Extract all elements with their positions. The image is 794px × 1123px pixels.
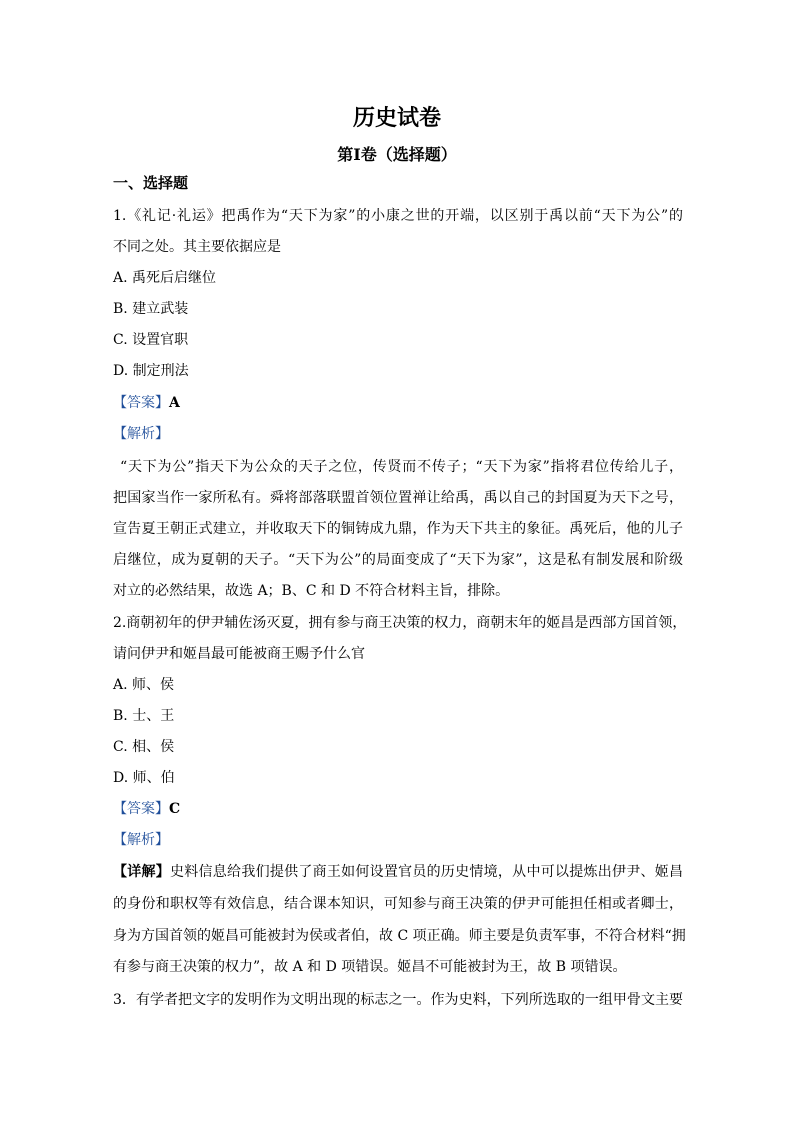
q2-analysis-line-1 bbox=[113, 861, 683, 883]
q1-option-a: A. 禹死后启继位 bbox=[113, 270, 217, 286]
q1-analysis-label: 【解析】 bbox=[113, 426, 169, 442]
q2-analysis-line-2: 的身份和职权等有效信息，结合课本知识，可知参与商王决策的伊尹可能担任相或者卿士， bbox=[113, 896, 683, 912]
q1-option-c: C. 设置官职 bbox=[113, 332, 189, 348]
q2-option-d: D. 师、伯 bbox=[113, 770, 175, 786]
q1-analysis-line-4: 启继位，成为夏朝的天子。“天下为公”的局面变成了“天下为家”，这是私有制发展和阶级 bbox=[113, 552, 683, 568]
q2-option-b: B. 士、王 bbox=[113, 708, 175, 724]
q2-stem-line-1: 2.商朝初年的伊尹辅佐汤灭夏，拥有参与商王决策的权力，商朝末年的姬昌是西部方国首领， bbox=[113, 615, 687, 631]
volume-subtitle: 第Ⅰ卷（选择题） bbox=[337, 145, 457, 164]
q1-answer bbox=[113, 392, 683, 414]
q1-answer-label: 【答案】 bbox=[113, 395, 169, 411]
q1-analysis-line-2: 把国家当作一家所私有。舜将部落联盟首领位置禅让给禹，禹以自己的封国夏为天下之号， bbox=[113, 490, 683, 506]
q2-answer bbox=[113, 798, 683, 820]
q1-answer-value: A bbox=[169, 395, 180, 411]
q2-stem-line-2: 请问伊尹和姬昌最可能被商王赐予什么官 bbox=[113, 646, 365, 662]
q2-analysis-line-3: 身为方国首领的姬昌可能被封为侯或者伯，故 C 项正确。师主要是负责军事，不符合材料“拥 bbox=[113, 928, 686, 944]
q2-detail-label: 【详解】 bbox=[113, 864, 171, 880]
q1-analysis-line-3: 宣告夏王朝正式建立，并收取天下的铜铸成九鼎，作为天下共主的象征。禹死后，他的儿子 bbox=[113, 521, 683, 537]
q1-stem-line-2: 不同之处。其主要依据应是 bbox=[113, 239, 281, 255]
q2-option-a: A. 师、侯 bbox=[113, 677, 175, 693]
q1-analysis-line-1: “天下为公”指天下为公众的天子之位，传贤而不传子；“天下为家”指将君位传给儿子， bbox=[120, 459, 683, 475]
q2-option-c: C. 相、侯 bbox=[113, 739, 175, 755]
q3-stem-line-1: 3．有学者把文字的发明作为文明出现的标志之一。作为史料，下列所选取的一组甲骨文主要 bbox=[113, 992, 683, 1008]
q1-option-b: B. 建立武装 bbox=[113, 301, 189, 317]
q2-analysis-line-4: 有参与商王决策的权力”，故 A 和 D 项错误。姬昌不可能被封为王，故 B 项错误。 bbox=[113, 959, 627, 975]
section-heading: 一、选择题 bbox=[113, 174, 189, 192]
q2-answer-value: C bbox=[169, 801, 181, 817]
exam-title: 历史试卷 bbox=[352, 105, 441, 131]
q2-analysis-label: 【解析】 bbox=[113, 832, 169, 848]
q1-option-d: D. 制定刑法 bbox=[113, 363, 189, 379]
q1-stem-line-1: 1.《礼记·礼运》把禹作为“天下为家”的小康之世的开端，以区别于禹以前“天下为公”的 bbox=[113, 208, 683, 224]
q2-answer-label: 【答案】 bbox=[113, 801, 169, 817]
q1-analysis-line-5: 对立的必然结果，故选 A；B、C 和 D 不符合材料主旨，排除。 bbox=[113, 583, 510, 599]
q2-analysis-text-1: 史料信息给我们提供了商王如何设置官员的历史情境，从中可以提炼出伊尹、姬昌 bbox=[170, 864, 684, 880]
